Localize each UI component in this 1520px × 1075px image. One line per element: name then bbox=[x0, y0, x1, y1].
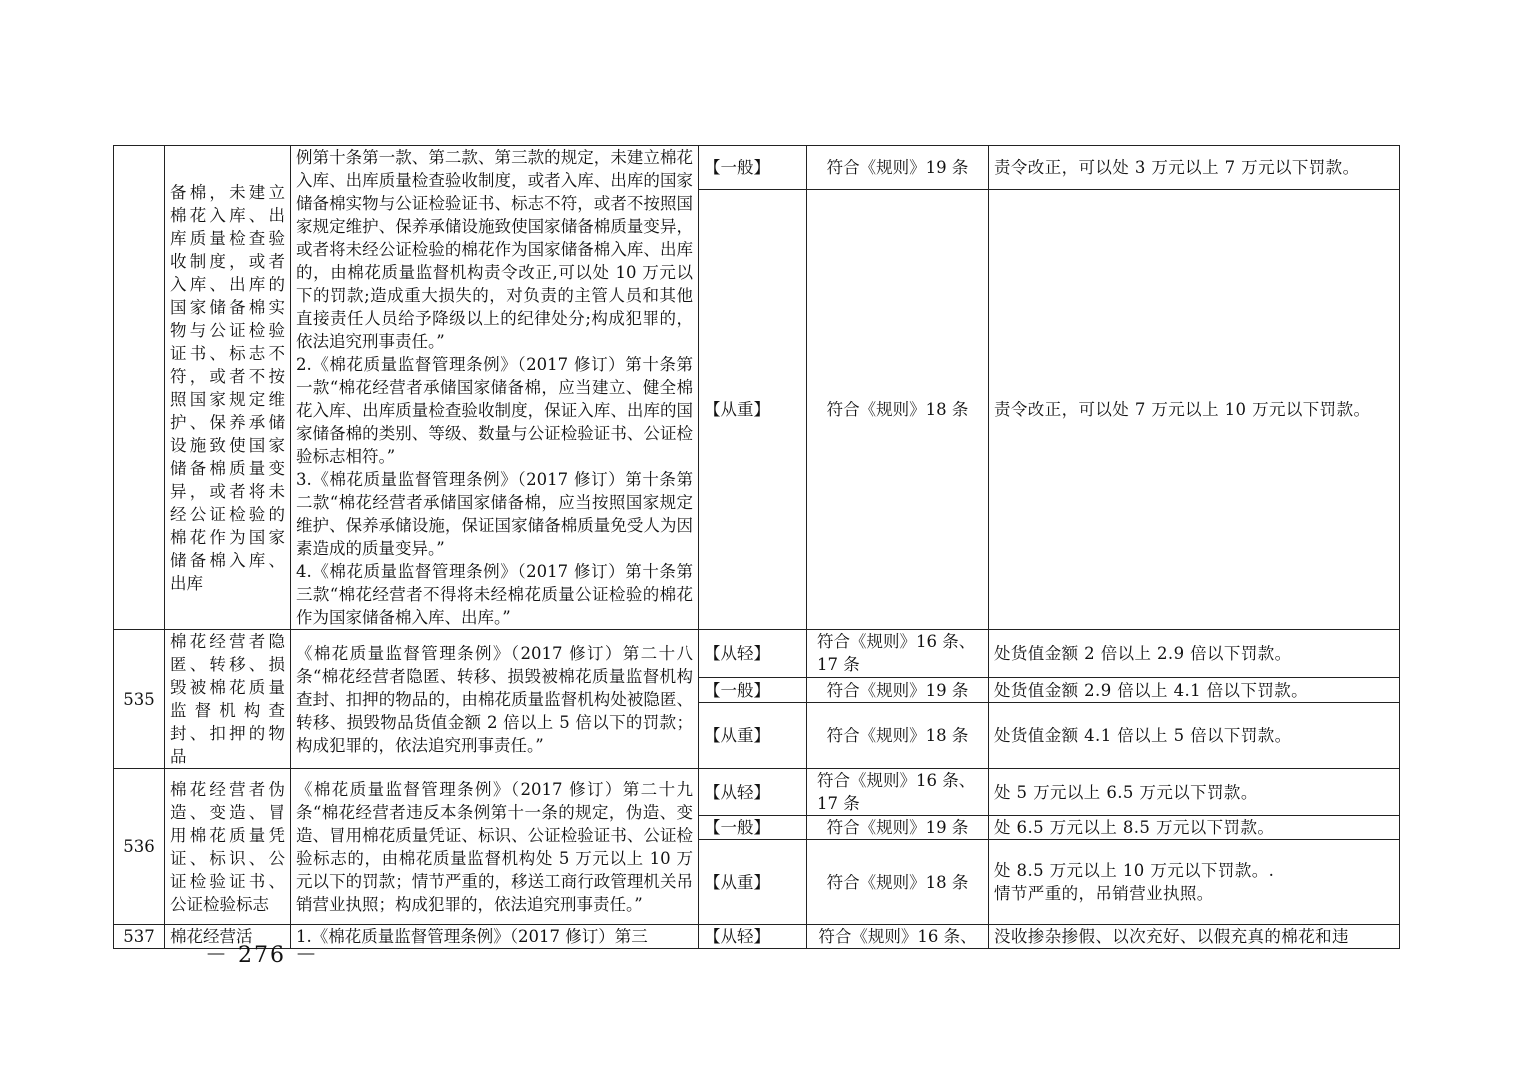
applicable-standard-cell: 符合《规则》19 条 bbox=[807, 146, 989, 190]
discretion-level-cell: 【从重】 bbox=[699, 189, 807, 629]
discretion-level-cell: 【从轻】 bbox=[699, 769, 807, 816]
discretion-level-cell: 【一般】 bbox=[699, 678, 807, 703]
violation-subject-cell: 棉花经营活 bbox=[165, 925, 291, 949]
discretion-level-cell: 【从轻】 bbox=[699, 925, 807, 949]
applicable-standard-cell: 符合《规则》18 条 bbox=[807, 189, 989, 629]
applicable-standard-cell: 符合《规则》16 条、17 条 bbox=[807, 630, 989, 678]
applicable-standard-cell: 符合《规则》16 条、17 条 bbox=[807, 769, 989, 816]
penalty-cell: 没收掺杂掺假、以次充好、以假充真的棉花和违 bbox=[989, 925, 1400, 949]
penalty-standards-table bbox=[113, 145, 1400, 949]
row-number-cell: 535 bbox=[114, 630, 165, 769]
table-row bbox=[114, 146, 1400, 190]
applicable-standard-cell: 符合《规则》18 条 bbox=[807, 840, 989, 925]
applicable-standard-cell: 符合《规则》19 条 bbox=[807, 816, 989, 840]
legal-basis-cell: 《棉花质量监督管理条例》（2017 修订）第二十九条“棉花经营者违反本条例第十一条的规定，伪造、变造、冒用棉花质量凭证、标识、公证检验证书、公证检验标志的，由棉花质量监督机构处 5 万元以上 10 万元以下的罚款；情节严重的，移送工商行政管理机关吊销营业执照；构成犯罪的，依法追究刑事责任。” bbox=[291, 769, 699, 925]
row-number-cell: 536 bbox=[114, 769, 165, 925]
violation-subject-cell: 棉花经营者隐匿、转移、损毁被棉花质量监督机构查封、扣押的物品 bbox=[165, 630, 291, 769]
row-number-cell bbox=[114, 146, 165, 630]
penalty-cell: 处货值金额 2.9 倍以上 4.1 倍以下罚款。 bbox=[989, 678, 1400, 703]
discretion-level-cell: 【从重】 bbox=[699, 840, 807, 925]
applicable-standard-cell: 符合《规则》16 条、 bbox=[807, 925, 989, 949]
legal-basis-cell: 1.《棉花质量监督管理条例》（2017 修订）第三 bbox=[291, 925, 699, 949]
violation-subject-cell: 棉花经营者伪造、变造、冒用棉花质量凭证、标识、公证检验证书、公证检验标志 bbox=[165, 769, 291, 925]
discretion-level-cell: 【从轻】 bbox=[699, 630, 807, 678]
penalty-cell: 处 5 万元以上 6.5 万元以下罚款。 bbox=[989, 769, 1400, 816]
penalty-cell: 处货值金额 4.1 倍以上 5 倍以下罚款。 bbox=[989, 703, 1400, 769]
table-row bbox=[114, 769, 1400, 816]
discretion-level-cell: 【一般】 bbox=[699, 816, 807, 840]
table-row bbox=[114, 630, 1400, 678]
violation-subject-cell: 备棉，未建立棉花入库、出库质量检查验收制度，或者入库、出库的国家储备棉实物与公证检验证书、标志不符，或者不按照国家规定维护、保养承储设施致使国家储备棉质量变异，或者将未经公证检验的棉花作为国家储备棉入库、出库 bbox=[165, 146, 291, 630]
discretion-level-cell: 【一般】 bbox=[699, 146, 807, 190]
row-number-cell: 537 bbox=[114, 925, 165, 949]
legal-basis-cell: 《棉花质量监督管理条例》（2017 修订）第二十八条“棉花经营者隐匿、转移、损毁被棉花质量监督机构查封、扣押的物品的，由棉花质量监督机构处被隐匿、转移、损毁物品货值金额 2 倍以上 5 倍以下的罚款；构成犯罪的，依法追究刑事责任。” bbox=[291, 630, 699, 769]
penalty-cell: 责令改正，可以处 7 万元以上 10 万元以下罚款。 bbox=[989, 189, 1400, 629]
applicable-standard-cell: 符合《规则》19 条 bbox=[807, 678, 989, 703]
penalty-cell: 处 6.5 万元以上 8.5 万元以下罚款。 bbox=[989, 816, 1400, 840]
penalty-cell: 处货值金额 2 倍以上 2.9 倍以下罚款。 bbox=[989, 630, 1400, 678]
discretion-level-cell: 【从重】 bbox=[699, 703, 807, 769]
penalty-cell: 责令改正，可以处 3 万元以上 7 万元以下罚款。 bbox=[989, 146, 1400, 190]
penalty-cell: 处 8.5 万元以上 10 万元以下罚款。. 情节严重的，吊销营业执照。 bbox=[989, 840, 1400, 925]
page-number: － 276 － bbox=[205, 943, 319, 968]
legal-basis-cell: 例第十条第一款、第二款、第三款的规定，未建立棉花入库、出库质量检查验收制度，或者入库、出库的国家储备棉实物与公证检验证书、标志不符，或者不按照国家规定维护、保养承储设施致使国家储备棉质量变异，或者将未经公证检验的棉花作为国家储备棉入库、出库的，由棉花质量监督机构责令改正,可以处 10 万元以下的罚款;造成重大损失的，对负责的主管人员和其他直接责任人员给予降级以上的纪律处分;构成犯罪的，依法追究刑事责任。” 2.《棉花质量监督管理条例》（2017 修订）第十条第一款“棉花经营者承储国家储备棉，应当建立、健全棉花入库、出库质量检查验收制度，保证入库、出库的国家储备棉的类别、等级、数量与公证检验证书、公证检验标志相符。” 3.《棉花质量监督管理条例》（2017 修订）第十条第二款“棉花经营者承储国家储备棉，应当按照国家规定维护、保养承储设施，保证国家储备棉质量免受人为因素造成的质量变异。” 4.《棉花质量监督管理条例》（2017 修订）第十条第三款“棉花经营者不得将未经棉花质量公证检验的棉花作为国家储备棉入库、出库。” bbox=[291, 146, 699, 630]
applicable-standard-cell: 符合《规则》18 条 bbox=[807, 703, 989, 769]
